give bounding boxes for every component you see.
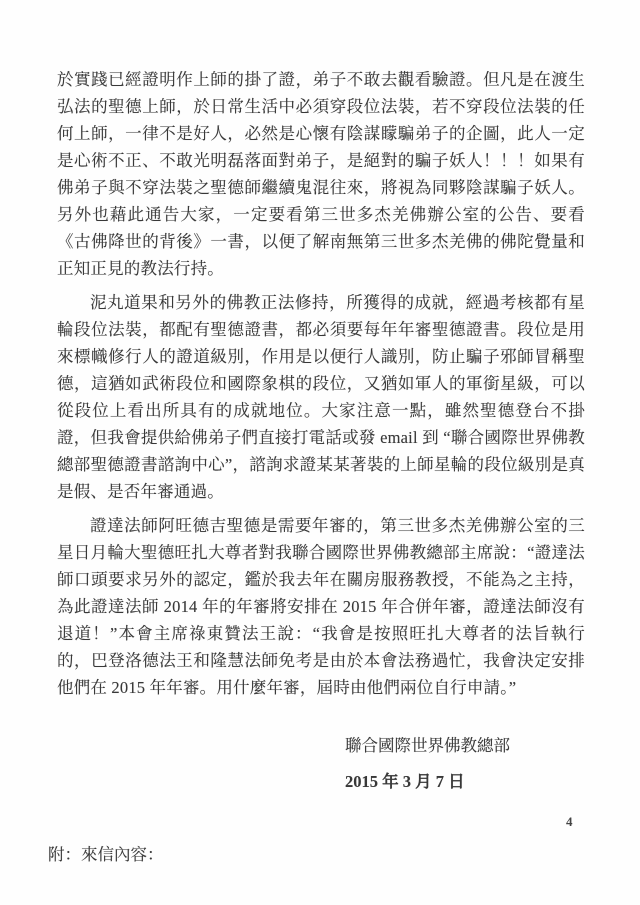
paragraph-1: 於實踐已經證明作上師的掛了證，弟子不敢去觀看驗證。但凡是在渡生弘法的聖德上師，於日常生活中必須穿段位法裝，若不穿段位法裝的任何上師，一律不是好人，必然是心懷有陰謀矇騙弟子的企圖，此人一定是心術不正、不敢光明磊落面對弟子，是絕對的騙子妖人！！！如果有佛弟子與不穿法裝之聖德師繼續鬼混往來，將視為同夥陰謀騙子妖人。另外也藉此通告大家，一定要看第三世多杰羌佛辦公室的公告、要看《古佛降世的背後》一書，以便了解南無第三世多杰羌佛的佛陀覺量和正知正見的教法行持。	[57, 70, 585, 278]
signature-date: 2015 年 3 月 7 日	[345, 772, 465, 791]
signature-organization: 聯合國際世界佛教總部	[345, 736, 510, 755]
page-number: 4	[566, 814, 573, 829]
paragraph-2: 泥丸道果和另外的佛教正法修持，所獲得的成就，經過考核都有星輪段位法裝，都配有聖德證書，都必須要每年年審聖德證書。段位是用來標幟修行人的證道級別，作用是以便行人識別，防止騙子邪師冒稱聖德，這猶如武術段位和國際象棋的段位，又猶如軍人的軍銜星級，可以從段位上看出所具有的成就地位。大家注意一點，雖然聖德登台不掛證，但我會提供給佛弟子們直接打電話或發 email 到 “聯合國際世界佛教總部聖德證書諮詢中心”，諮詢求證某某著裝的上師星輪的段位級別是真是假、是否年審通過。	[57, 293, 585, 501]
paragraph-3: 證達法師阿旺德吉聖德是需要年審的，第三世多杰羌佛辦公室的三星日月輪大聖德旺扎大尊者對我聯合國際世界佛教總部主席說：“證達法師口頭要求另外的認定，鑑於我去年在關房服務教授，不能為之主持，為此證達法師 2014 年的年審將安排在 2015 年合併年審，證達法師沒有退道！”本會主席祿東贊法王說：“我會是按照旺扎大尊者的法旨執行的，巴登洛德法王和隆慧法師免考是由於本會法務過忙，我會決定安排他們在 2015 年年審。用什麼年審，屆時由他們兩位自行申請。”	[57, 516, 585, 697]
letter-body	[48, 66, 585, 868]
attachment-heading: 附：來信內容：	[48, 845, 164, 864]
signature-block	[345, 732, 585, 795]
